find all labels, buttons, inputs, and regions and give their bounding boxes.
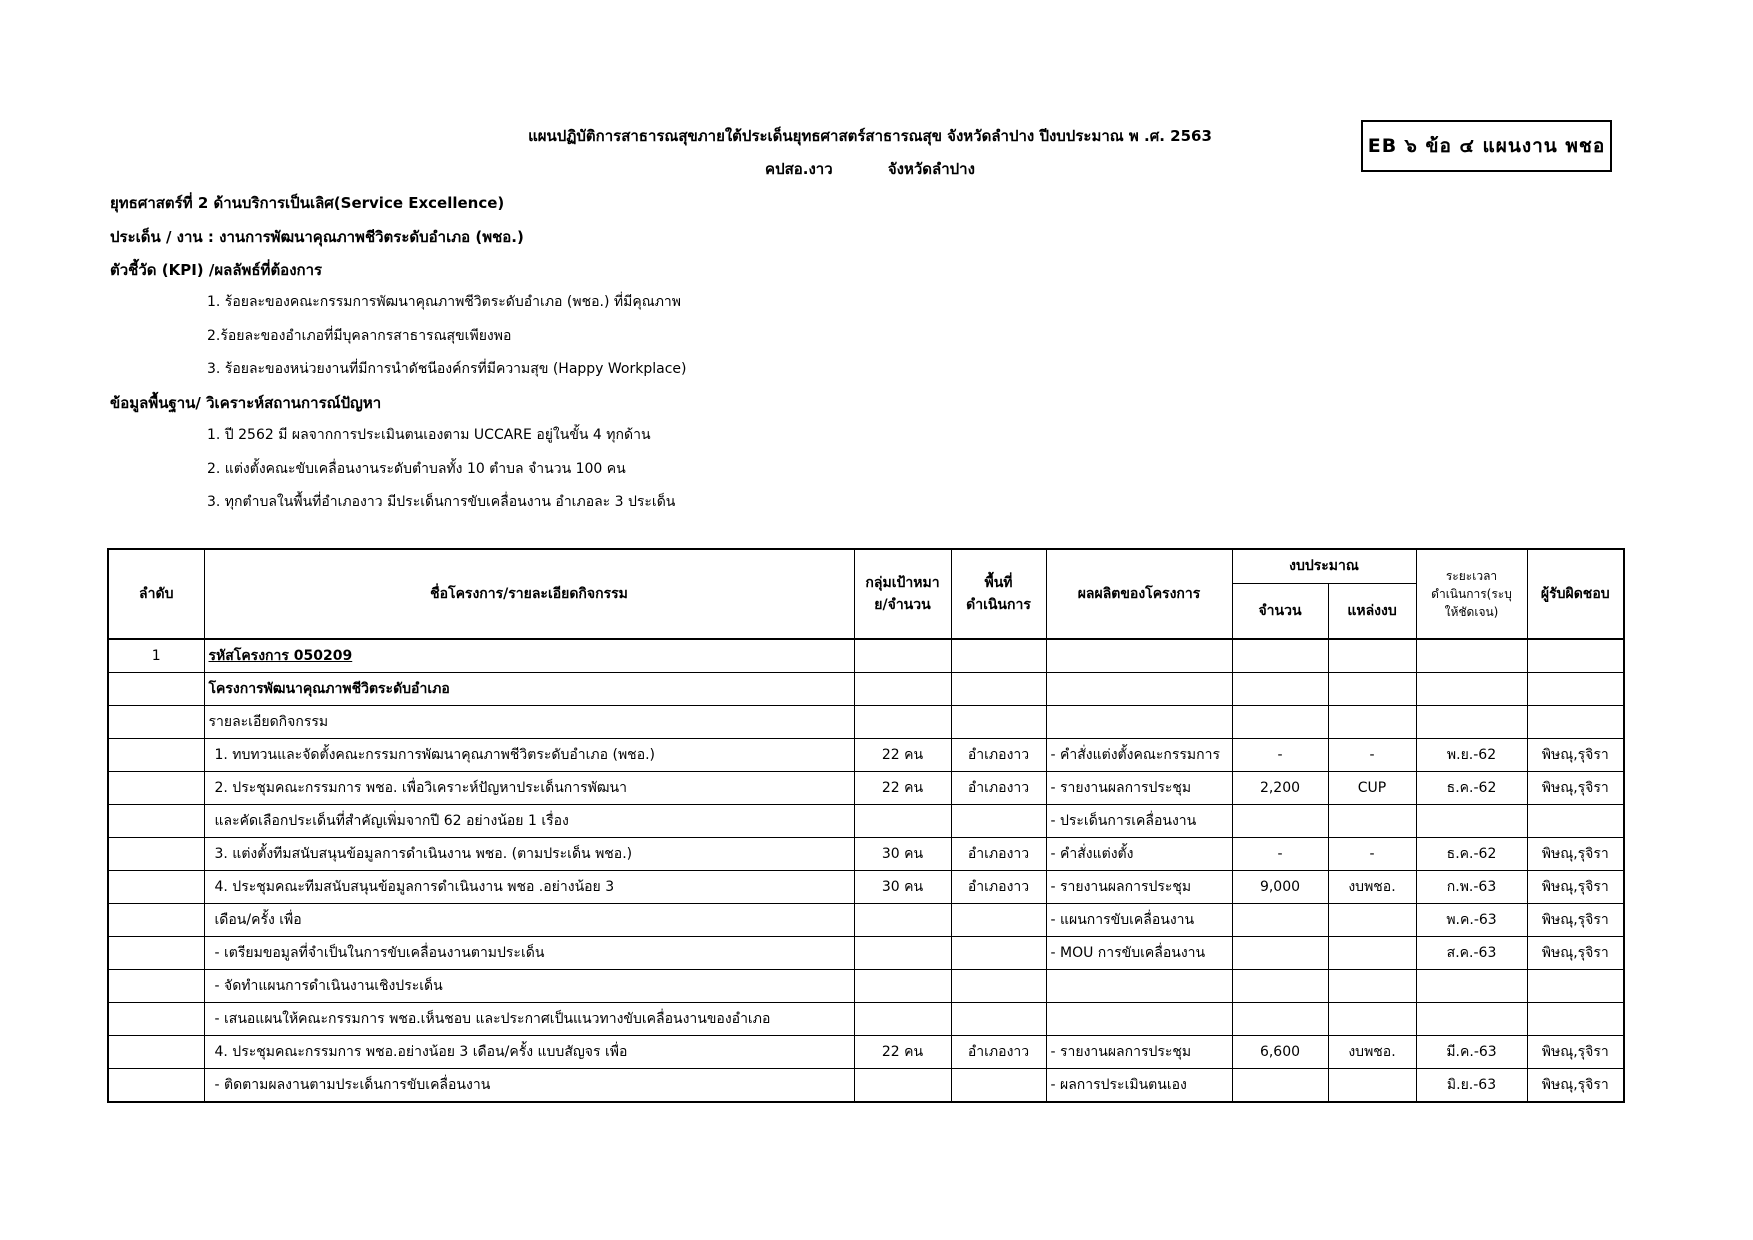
- header-period: [1416, 549, 1527, 639]
- owner-cell: [1527, 639, 1624, 673]
- period-cell: มี.ค.-63: [1416, 1036, 1527, 1069]
- table-body: [108, 639, 1624, 1102]
- header-source: แหล่งงบ: [1328, 583, 1416, 639]
- area-cell: [951, 805, 1046, 838]
- header-area-line2: ดำเนินการ: [966, 597, 1031, 613]
- activity-cell: 1. ทบทวนและจัดตั้งคณะกรรมการพัฒนาคุณภาพชีวิตระดับอำเภอ (พชอ.): [204, 739, 854, 772]
- activity-cell: - เสนอแผนให้คณะกรรมการ พชอ.เห็นชอบ และประกาศเป็นแนวทางขับเคลื่อนงานของอำเภอ: [204, 1003, 854, 1036]
- activity-cell: - เตรียมขอมูลที่จำเป็นในการขับเคลื่อนงานตามประเด็น: [204, 937, 854, 970]
- amount-cell: [1232, 970, 1328, 1003]
- area-cell: อำเภองาว: [951, 772, 1046, 805]
- row-number: 1: [108, 639, 204, 673]
- header-output: ผลผลิตของโครงการ: [1046, 549, 1232, 639]
- table-row: [108, 904, 1624, 937]
- table-row: [108, 1003, 1624, 1036]
- source-cell: งบพชอ.: [1328, 1036, 1416, 1069]
- source-cell: [1328, 706, 1416, 739]
- output-cell: [1046, 673, 1232, 706]
- output-cell: - รายงานผลการประชุม: [1046, 772, 1232, 805]
- header-area: [951, 549, 1046, 639]
- period-cell: ส.ค.-63: [1416, 937, 1527, 970]
- area-cell: [951, 904, 1046, 937]
- source-cell: [1328, 970, 1416, 1003]
- target-cell: 30 คน: [854, 838, 951, 871]
- area-cell: [951, 1003, 1046, 1036]
- row-number: [108, 838, 204, 871]
- table-row: [108, 639, 1624, 673]
- activity-cell: รหัสโครงการ 050209: [204, 639, 854, 673]
- activity-cell: รายละเอียดกิจกรรม: [204, 706, 854, 739]
- issue-heading: ประเด็น / งาน : งานการพัฒนาคุณภาพชีวิตระดับอำเภอ (พชอ.): [110, 228, 524, 246]
- owner-cell: [1527, 805, 1624, 838]
- period-cell: ธ.ค.-62: [1416, 772, 1527, 805]
- area-cell: [951, 639, 1046, 673]
- output-cell: - แผนการขับเคลื่อนงาน: [1046, 904, 1232, 937]
- area-cell: อำเภองาว: [951, 739, 1046, 772]
- row-number: [108, 706, 204, 739]
- period-cell: มิ.ย.-63: [1416, 1069, 1527, 1103]
- target-cell: 22 คน: [854, 739, 951, 772]
- output-cell: - ประเด็นการเคลื่อนงาน: [1046, 805, 1232, 838]
- area-cell: อำเภองาว: [951, 1036, 1046, 1069]
- source-cell: [1328, 937, 1416, 970]
- period-cell: พ.ย.-62: [1416, 739, 1527, 772]
- owner-cell: พิษณุ,รุจิรา: [1527, 739, 1624, 772]
- table-row: [108, 937, 1624, 970]
- source-cell: [1328, 805, 1416, 838]
- source-cell: [1328, 639, 1416, 673]
- source-cell: งบพชอ.: [1328, 871, 1416, 904]
- province-name: จังหวัดลำปาง: [887, 160, 975, 178]
- source-cell: -: [1328, 739, 1416, 772]
- target-cell: [854, 805, 951, 838]
- header-no: ลำดับ: [108, 549, 204, 639]
- area-cell: [951, 937, 1046, 970]
- amount-cell: [1232, 1069, 1328, 1103]
- row-number: [108, 937, 204, 970]
- row-number: [108, 772, 204, 805]
- owner-cell: พิษณุ,รุจิรา: [1527, 838, 1624, 871]
- activity-cell: และคัดเลือกประเด็นที่สำคัญเพิ่มจากปี 62 อย่างน้อย 1 เรื่อง: [204, 805, 854, 838]
- activity-plan-table: [107, 548, 1625, 1103]
- amount-cell: 9,000: [1232, 871, 1328, 904]
- output-cell: - ผลการประเมินตนเอง: [1046, 1069, 1232, 1103]
- kpi-item: 1. ร้อยละของคณะกรรมการพัฒนาคุณภาพชีวิตระดับอำเภอ (พชอ.) ที่มีคุณภาพ: [207, 294, 682, 310]
- output-cell: - คำสั่งแต่งตั้ง: [1046, 838, 1232, 871]
- table-row: [108, 871, 1624, 904]
- target-cell: [854, 970, 951, 1003]
- owner-cell: [1527, 1003, 1624, 1036]
- target-cell: [854, 706, 951, 739]
- activity-cell: - จัดทำแผนการดำเนินงานเชิงประเด็น: [204, 970, 854, 1003]
- table-row: [108, 739, 1624, 772]
- row-number: [108, 1069, 204, 1103]
- amount-cell: [1232, 1003, 1328, 1036]
- header-amount: จำนวน: [1232, 583, 1328, 639]
- row-number: [108, 1036, 204, 1069]
- output-cell: [1046, 706, 1232, 739]
- target-cell: [854, 673, 951, 706]
- table-row: [108, 970, 1624, 1003]
- area-cell: [951, 706, 1046, 739]
- target-cell: 22 คน: [854, 772, 951, 805]
- area-cell: อำเภองาว: [951, 871, 1046, 904]
- header-period-line1: ระยะเวลา: [1445, 569, 1498, 583]
- owner-cell: [1527, 970, 1624, 1003]
- target-cell: 22 คน: [854, 1036, 951, 1069]
- period-cell: [1416, 639, 1527, 673]
- target-cell: [854, 639, 951, 673]
- table-row: [108, 838, 1624, 871]
- area-cell: [951, 1069, 1046, 1103]
- header-period-line3: ให้ชัดเจน): [1444, 605, 1499, 619]
- row-number: [108, 871, 204, 904]
- output-cell: - MOU การขับเคลื่อนงาน: [1046, 937, 1232, 970]
- activity-cell: โครงการพัฒนาคุณภาพชีวิตระดับอำเภอ: [204, 673, 854, 706]
- table-row: [108, 706, 1624, 739]
- amount-cell: -: [1232, 838, 1328, 871]
- strategy-heading: ยุทธศาสตร์ที่ 2 ด้านบริการเป็นเลิศ(Service Excellence): [110, 194, 505, 212]
- amount-cell: -: [1232, 739, 1328, 772]
- activity-cell: - ติดตามผลงานตามประเด็นการขับเคลื่อนงาน: [204, 1069, 854, 1103]
- amount-cell: [1232, 706, 1328, 739]
- output-cell: [1046, 639, 1232, 673]
- background-item: 1. ปี 2562 มี ผลจากการประเมินตนเองตาม UCCARE อยู่ในขั้น 4 ทุกด้าน: [207, 427, 651, 443]
- owner-cell: พิษณุ,รุจิรา: [1527, 904, 1624, 937]
- row-number: [108, 904, 204, 937]
- area-cell: [951, 673, 1046, 706]
- period-cell: พ.ค.-63: [1416, 904, 1527, 937]
- owner-cell: พิษณุ,รุจิรา: [1527, 937, 1624, 970]
- owner-cell: พิษณุ,รุจิรา: [1527, 1036, 1624, 1069]
- source-cell: [1328, 904, 1416, 937]
- output-cell: - คำสั่งแต่งตั้งคณะกรรมการ: [1046, 739, 1232, 772]
- amount-cell: 6,600: [1232, 1036, 1328, 1069]
- target-cell: [854, 937, 951, 970]
- header-target: [854, 549, 951, 639]
- amount-cell: [1232, 673, 1328, 706]
- period-cell: [1416, 706, 1527, 739]
- background-heading: ข้อมูลพื้นฐาน/ วิเคราะห์สถานการณ์ปัญหา: [110, 394, 382, 412]
- period-cell: [1416, 970, 1527, 1003]
- output-cell: [1046, 1003, 1232, 1036]
- table-row: [108, 673, 1624, 706]
- header-project: ชื่อโครงการ/รายละเอียดกิจกรรม: [204, 549, 854, 639]
- period-cell: ธ.ค.-62: [1416, 838, 1527, 871]
- header-owner: ผู้รับผิดชอบ: [1527, 549, 1624, 639]
- target-cell: 30 คน: [854, 871, 951, 904]
- kpi-heading: ตัวชี้วัด (KPI) /ผลลัพธ์ที่ต้องการ: [110, 261, 323, 279]
- header-target-line2: ย/จำนวน: [874, 597, 931, 613]
- owner-cell: พิษณุ,รุจิรา: [1527, 871, 1624, 904]
- table-row: [108, 1069, 1624, 1103]
- amount-cell: [1232, 639, 1328, 673]
- target-cell: [854, 1003, 951, 1036]
- owner-cell: [1527, 706, 1624, 739]
- header-area-line1: พื้นที่: [984, 575, 1013, 591]
- activity-cell: 4. ประชุมคณะทีมสนับสนุนข้อมูลการดำเนินงาน พชอ .อย่างน้อย 3: [204, 871, 854, 904]
- header-period-line2: ดำเนินการ(ระบุ: [1431, 587, 1512, 601]
- period-cell: ก.พ.-63: [1416, 871, 1527, 904]
- amount-cell: [1232, 937, 1328, 970]
- row-number: [108, 739, 204, 772]
- row-number: [108, 673, 204, 706]
- document-title: แผนปฏิบัติการสาธารณสุขภายใต้ประเด็นยุทธศาสตร์สาธารณสุข จังหวัดลำปาง ปีงบประมาณ พ .ศ. 2563: [528, 127, 1212, 145]
- header-budget: งบประมาณ: [1232, 549, 1416, 583]
- table-row: [108, 1036, 1624, 1069]
- background-item: 3. ทุกตำบลในพื้นที่อำเภองาว มีประเด็นการขับเคลื่อนงาน อำเภอละ 3 ประเด็น: [207, 494, 676, 510]
- source-cell: CUP: [1328, 772, 1416, 805]
- row-number: [108, 970, 204, 1003]
- eb-reference-box: EB ๖ ข้อ ๔ แผนงาน พชอ: [1361, 120, 1612, 172]
- header-target-line1: กลุ่มเป้าหมา: [865, 575, 940, 591]
- table-row: [108, 805, 1624, 838]
- source-cell: [1328, 673, 1416, 706]
- document-subtitle: [400, 157, 1340, 181]
- source-cell: [1328, 1069, 1416, 1103]
- source-cell: -: [1328, 838, 1416, 871]
- output-cell: - รายงานผลการประชุม: [1046, 871, 1232, 904]
- activity-cell: 4. ประชุมคณะกรรมการ พชอ.อย่างน้อย 3 เดือน/ครั้ง แบบสัญจร เพื่อ: [204, 1036, 854, 1069]
- amount-cell: [1232, 904, 1328, 937]
- activity-cell: 2. ประชุมคณะกรรมการ พชอ. เพื่อวิเคราะห์ปัญหาประเด็นการพัฒนา: [204, 772, 854, 805]
- owner-cell: พิษณุ,รุจิรา: [1527, 772, 1624, 805]
- amount-cell: 2,200: [1232, 772, 1328, 805]
- period-cell: [1416, 1003, 1527, 1036]
- unit-name: คปสอ.งาว: [765, 160, 833, 178]
- activity-cell: เดือน/ครั้ง เพื่อ: [204, 904, 854, 937]
- owner-cell: [1527, 673, 1624, 706]
- owner-cell: พิษณุ,รุจิรา: [1527, 1069, 1624, 1103]
- amount-cell: [1232, 805, 1328, 838]
- activity-cell: 3. แต่งตั้งทีมสนับสนุนข้อมูลการดำเนินงาน พชอ. (ตามประเด็น พชอ.): [204, 838, 854, 871]
- table-row: [108, 772, 1624, 805]
- area-cell: [951, 970, 1046, 1003]
- area-cell: อำเภองาว: [951, 838, 1046, 871]
- kpi-item: 3. ร้อยละของหน่วยงานที่มีการนำดัชนีองค์กรที่มีความสุข (Happy Workplace): [207, 361, 687, 377]
- target-cell: [854, 1069, 951, 1103]
- row-number: [108, 1003, 204, 1036]
- period-cell: [1416, 805, 1527, 838]
- target-cell: [854, 904, 951, 937]
- kpi-item: 2.ร้อยละของอำเภอที่มีบุคลากรสาธารณสุขเพียงพอ: [207, 328, 512, 344]
- period-cell: [1416, 673, 1527, 706]
- background-item: 2. แต่งตั้งคณะขับเคลื่อนงานระดับตำบลทั้ง 10 ตำบล จำนวน 100 คน: [207, 461, 626, 477]
- source-cell: [1328, 1003, 1416, 1036]
- output-cell: - รายงานผลการประชุม: [1046, 1036, 1232, 1069]
- row-number: [108, 805, 204, 838]
- output-cell: [1046, 970, 1232, 1003]
